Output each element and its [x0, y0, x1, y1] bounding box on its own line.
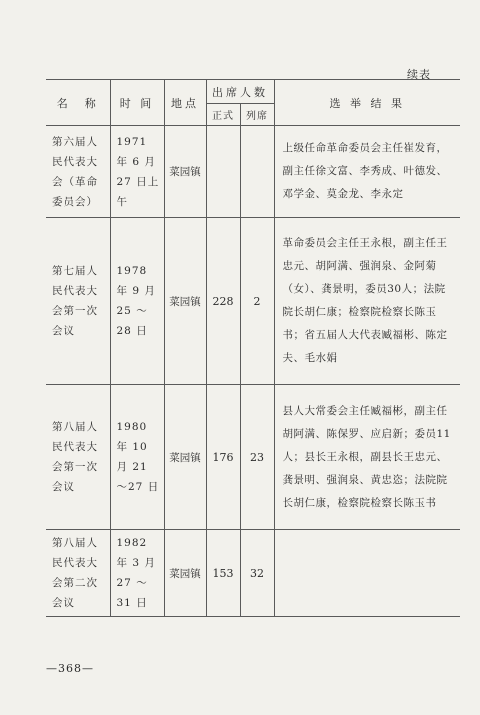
row-place: 菜园镇 — [164, 218, 206, 385]
header-name: 名 称 — [46, 80, 110, 126]
row-time: 1971 年 6 月 27 日上午 — [110, 126, 164, 218]
continued-label: 续表 — [407, 68, 431, 81]
row-formal: 228 — [206, 218, 240, 385]
row-place: 菜园镇 — [164, 385, 206, 530]
row-time: 1980 年 10 月 21 ～27 日 — [110, 385, 164, 530]
row-result: 县人大常委会主任臧福彬，副主任胡阿满、陈保罗、应启新；委员11人；县长王永根，副县长王忠元、龚景明、强润泉、黄忠恣；法院院长胡仁康，检察院检察长陈玉书 — [274, 385, 460, 530]
election-table — [46, 79, 460, 617]
row-observer: 23 — [240, 385, 274, 530]
row-result: 革命委员会主任王永根，副主任王忠元、胡阿满、强润泉、金阿菊（女）、龚景明，委员30人；法院院长胡仁康；检察院检察长陈玉书；省五届人大代表臧福彬、陈定夫、毛水娟 — [274, 218, 460, 385]
row-name: 第六届人民代表大会（革命委员会） — [46, 126, 110, 218]
header-place: 地点 — [164, 80, 206, 126]
page-number: —368— — [46, 662, 94, 675]
row-name: 第八届人民代表大会第一次会议 — [46, 385, 110, 530]
row-observer: 2 — [240, 218, 274, 385]
row-place: 菜园镇 — [164, 530, 206, 617]
row-result: 上级任命革命委员会主任崔发育，副主任徐文富、李秀成、叶德发、邓学金、莫金龙、李永定 — [274, 126, 460, 218]
row-name: 第七届人民代表大会第一次会议 — [46, 218, 110, 385]
header-time: 时 间 — [110, 80, 164, 126]
header-observer: 列席 — [240, 104, 274, 126]
header-attendance: 出席人数 — [206, 80, 274, 104]
row-time: 1982 年 3 月 27 ～31 日 — [110, 530, 164, 617]
table-row — [46, 385, 460, 530]
table-row — [46, 218, 460, 385]
row-formal: 176 — [206, 385, 240, 530]
header-formal: 正式 — [206, 104, 240, 126]
header-row — [46, 80, 460, 104]
row-observer: 32 — [240, 530, 274, 617]
row-name: 第八届人民代表大会第二次会议 — [46, 530, 110, 617]
row-place: 菜园镇 — [164, 126, 206, 218]
row-formal — [206, 126, 240, 218]
table-row — [46, 126, 460, 218]
row-formal: 153 — [206, 530, 240, 617]
row-time: 1978 年 9 月 25 ～28 日 — [110, 218, 164, 385]
row-result — [274, 530, 460, 617]
table-row — [46, 530, 460, 617]
header-result: 选 举 结 果 — [274, 80, 460, 126]
row-observer — [240, 126, 274, 218]
